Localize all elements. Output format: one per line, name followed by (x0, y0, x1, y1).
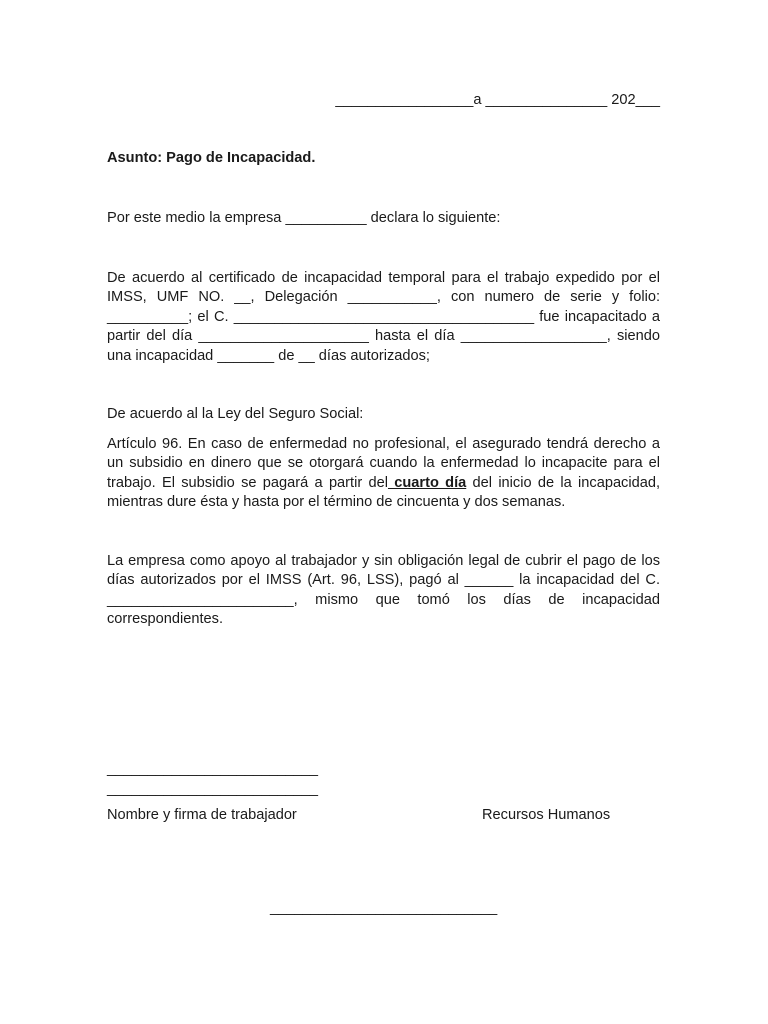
company-paragraph: La empresa como apoyo al trabajador y sin obligación legal de cubrir el pago de los días autorizados por el IMSS (Art. 96, LSS), pagó al ______ la incapacidad del C. _______________________, mismo que tomó los días de incapacidad correspondientes. (107, 553, 660, 628)
date-line: _________________a _______________ 202___ (335, 92, 660, 108)
bottom-signature-line: ____________________________ (270, 900, 498, 916)
signature-line-2: __________________________ (107, 781, 319, 797)
signature-line-1: __________________________ (107, 761, 319, 777)
article-paragraph (107, 435, 660, 513)
law-intro: De acuerdo al la Ley del Seguro Social: (107, 406, 364, 422)
article-emphasis: cuarto día (387, 474, 467, 491)
certificate-paragraph: De acuerdo al certificado de incapacidad temporal para el trabajo expedido por el IMSS, UMF NO. __, Delegación ___________, con numero de serie y folio: __________; el C. _____________________________________ fue incapacitado a partir del día _____________________ hasta el día __________________, siendo una incapacidad _______ de __ días autorizados; (107, 270, 660, 364)
article-text-after: del inicio de la incapacidad, mientras dure ésta y hasta por el término de cincuenta y dos semanas. (107, 474, 660, 511)
worker-signature-label: Nombre y firma de trabajador (107, 807, 297, 823)
subject-heading: Asunto: Pago de Incapacidad. (107, 150, 316, 166)
article-text-before: Artículo 96. En caso de enfermedad no profesional, el asegurado tendrá derecho a un subsidio en dinero que se otorgará cuando la enfermedad lo incapacite para el trabajo. El subsidio se pagará a partir del (107, 436, 660, 491)
hr-label: Recursos Humanos (482, 807, 611, 823)
intro-paragraph: Por este medio la empresa __________ declara lo siguiente: (107, 210, 501, 226)
